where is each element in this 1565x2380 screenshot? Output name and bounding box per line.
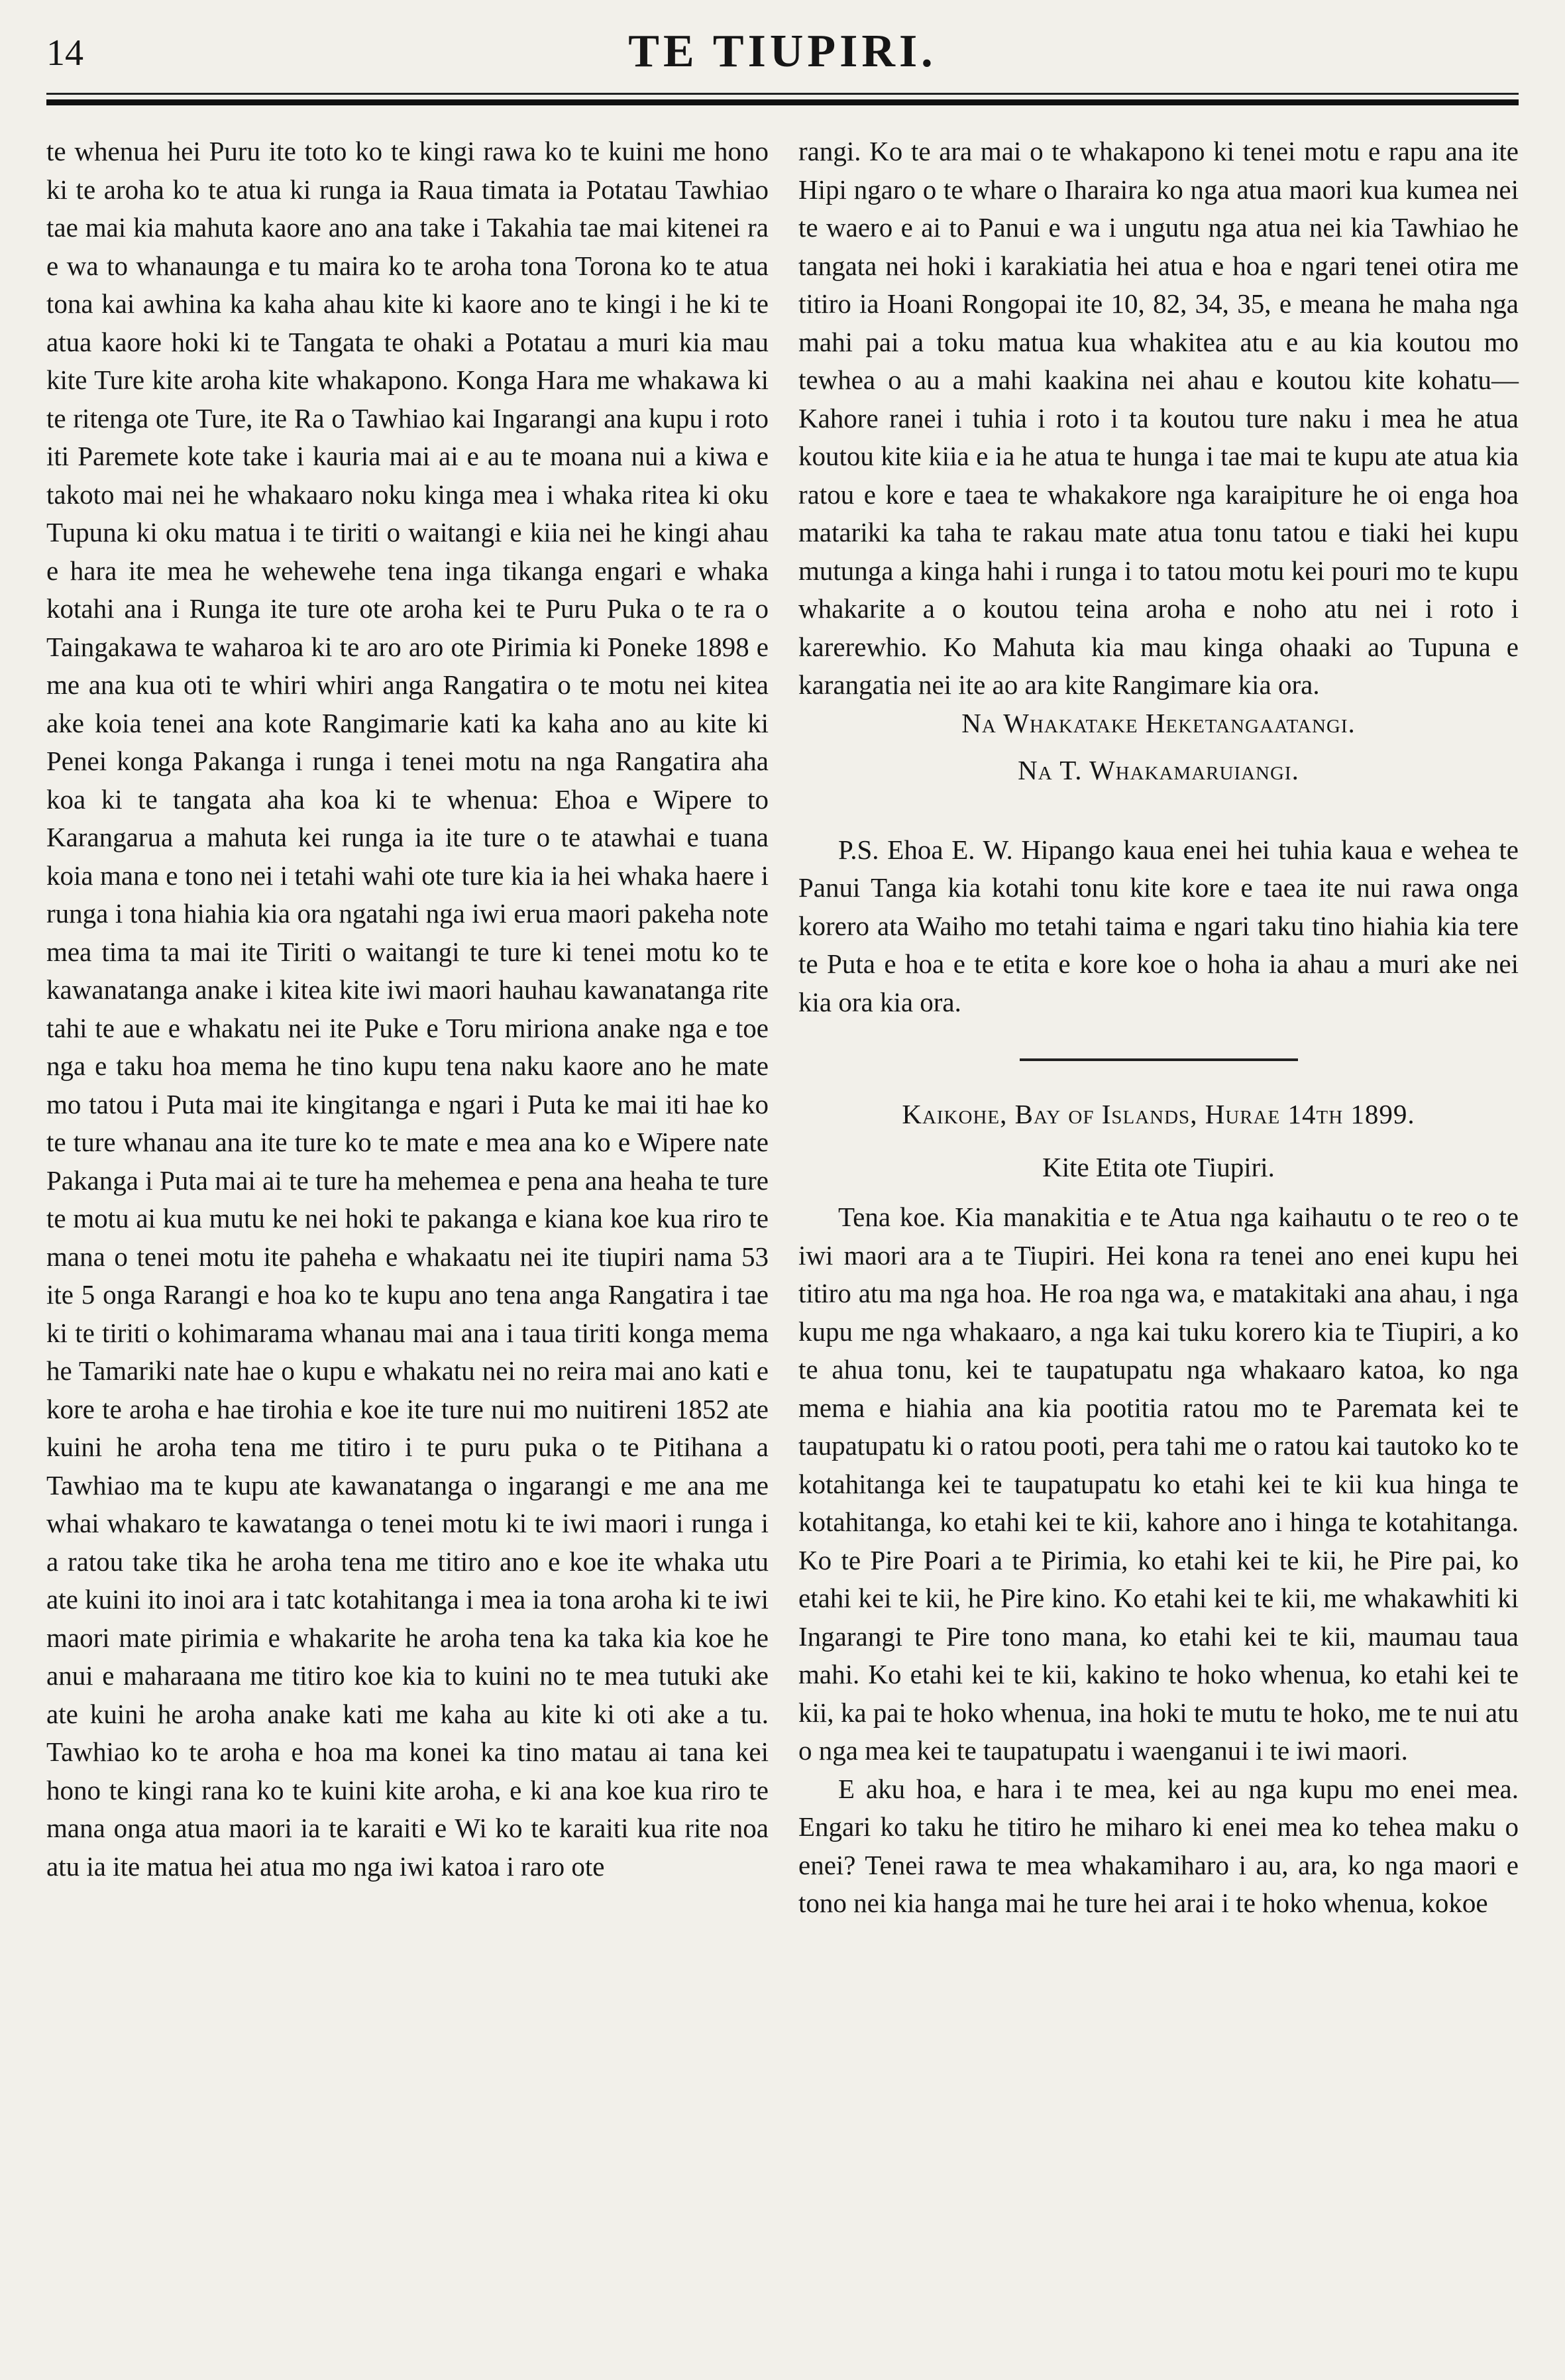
letter-dateline: Kaikohe, Bay of Islands, Hurae 14th 1899. [902,1099,1415,1129]
masthead-title: TE TIUPIRI. [628,26,937,77]
right-column [798,133,1519,1923]
header-rule-thin [46,93,1519,95]
header-rule-thick [46,99,1519,105]
letter-paragraph-1: Tena koe. Kia manakitia e te Atua nga kaihautu o te reo o te iwi maori ara a te Tiupiri. Hei kona ra tenei ano enei kupu hei titiro atu ma nga hoa. He roa nga wa, e matakitaki ana ahau, i nga kupu me nga whakaaro, a nga kai tuku korero kia te Tiupiri, a ko te ahua tonu, kei te taupatupatu nga whakaaro katoa, ko nga mema e hiahia ana kia pootitia ratou mo te Paremata kei te taupatupatu ki o ratou pooti, pera tahi me o ratou kai tautoko ko te kotahitanga kei te taupatupatu ko etahi kei te kii kua hinga te kotahitanga, ko etahi kei te kii, kahore ano i hinga te kotahitanga. Ko te Pire Poari a te Pirimia, ko etahi kei te kii, he Pire pai, ko etahi kei te kii, he Pire kino. Ko etahi kei te kii, me whakawhiti ki Ingarangi te Pire tono mana, ko etahi kei te kii, maumau taua mahi. Ko etahi kei te kii, kakino te hoko whenua, ko etahi kei te kii, ka pai te hoko whenua, ina hoki te mutu te hoko, me te nui atu o nga mea kei te taupatupatu i waenganui i te iwi maori. [798,1202,1519,1766]
left-column-text: te whenua hei Puru ite toto ko te kingi rawa ko te kuini me hono ki te aroha ko te atua ki runga ia Raua timata ia Potatau Tawhiao tae mai kia mahuta kaore ano ana take i Takahia tae mai kitenei ra e wa to whanaunga e tu maira ko te aroha tona Torona ko te atua tona kai awhina ka kaha ahau kite ki kaore ano te kingi i he ki te atua kaore hoki ki te Tangata te ohaki a Potatau a muri kia mau kite Ture kite aroha kite whakapono. Konga Hara me whakawa ki te ritenga ote Ture, ite Ra o Tawhiao kai Ingarangi ana kupu i roto iti Paremete kote take i kauria mai ai e au te moana nui a kiwa e takoto mai nei he whakaaro noku kinga mea i whaka ritea ki oku Tupuna ki oku matua i te tiriti o waitangi e kiia nei he kingi ahau e hara ite mea he wehewehe tena inga tikanga engari e whaka kotahi ana i Runga ite ture ote aroha kei te Puru Puka o te ra o Taingakawa te waharoa ki te aro aro ote Pirimia ki Poneke 1898 e me ana kua oti te whiri whiri anga Rangatira o te motu nei kitea ake koia tenei ana kote Rangimarie kati ka kaha ano au kite ki Penei konga Pakanga i runga i tenei motu na nga Rangatira aha koa ki te tangata aha koa ki te whenua: Ehoa e Wipere to Karangarua a mahuta kei runga ia ite ture o te atawhai e tuana koia mana e tono nei i tetahi wahi ote ture kia ia hei whaka haere i runga i tona hiahia kia ora ngatahi nga iwi erua maori pakeha note mea tima ta mai ite Tiriti o waitangi te ture ki tenei motu ko te kawanatanga anake i kitea kite iwi maori hauhau kawanatanga rite tahi te aue e whakatu nei ite Puke e Toru miriona anake nga e toe nga e taku hoa mema he tino kupu tena naku kaore ano he mate mo tatou i Puta mai ite kingitanga e ngari i Puta ke mai iti hae ko te ture whanau ana ite ture ko te mate e mea ana ko e Wipere nate Pakanga i Puta mai ai te ture ha mehemea e pena ana heaha te ture te motu ai kua mutu ke nei hoki te pakanga e kiana koe kua riro te mana o tenei motu ite paheha e whakaatu nei ite tiupiri nama 53 ite 5 onga Rarangi e hoa ko te kupu ano tena anga Rangatira i tae ki te tiriti o kohimarama whanau mai ana i taua tiriti konga mema he Tamariki nate hae o kupu e whakatu nei no reira mai ano kati e kore te aroha e hae tirohia e koe ite ture nui mo nuitireni 1852 ate kuini he aroha tena me titiro i te puru puka o te Pitihana a Tawhiao ma te kupu ate kawanatanga o ingarangi e me ana me whai whakaro te kawatanga o tenei motu ki te iwi maori i runga i a ratou take tika he aroha tena me titiro ano e koe ite whaka utu ate kuini ito inoi ara i tatc kotahitanga i mea ia tona aroha ki te iwi maori mate pirimia e whakarite he aroha tena ka taka kia koe he anui e maharaana me titiro koe kia to kuini no te mea tutuki ake ate kuini he aroha anake kati me kaha au kite ki oti ake a tu. Tawhiao ko te aroha e hoa ma konei ka tino matau ai tana kei hono te kingi rana ko te kuini kite aroha, e ki ana koe kua riro te mana onga atua maori ia te karaiti e Wi ko te karaiti kua rite noa atu ia ite matua hei atua mo nga iwi katoa i raro ote [46,136,769,1882]
signature-line-1: Na Whakatake Heketangaatangi. [961,707,1356,738]
left-column [46,133,769,1886]
postscript: P.S. Ehoa E. W. Hipango kaua enei hei tuhia kaua e wehea te Panui Tanga kia kotahi tonu kite kore e taea ite nui rawa onga korero ata Waiho mo tetahi taima e ngari taku tino hiahia kia tere te Puta e hoa e te etita e kore koe o hoha ia ahau a muri ake nei kia ora kia ora. [798,834,1519,1017]
section-separator [1020,1058,1298,1061]
continuation-text: rangi. Ko te ara mai o te whakapono ki tenei motu e rapu ana ite Hipi ngaro o te whare o Iharaira ko nga atua maori kua kumea nei te waero e ai to Panui e wa i ungutu nga atua nei kia Tawhiao he tangata nei hoki i karakiatia hei atua e hoa e ngari tenei otira me titiro ia Hoani Rongopai ite 10, 82, 34, 35, e meana he maha nga mahi pai a toku matua kua whakitea atu e au kia koutou mo tewhea o au a mahi kaakina nei ahau e koutou kite kohatu—Kahore ranei i tuhia i roto i ta koutou ture naku i mea he atua koutou kite kiia e ia he atua te hunga i tae mai te kupu ate atua kia ratou e kore e taea te whakakore nga karaipiture he oi enga hoa matariki ka taha te rakau mate atua tonu tatou e tiaki hei kupu mutunga a kinga hahi i runga i to tatou motu kei pouri mo te kupu whakarite a o koutou teina aroha e noho atu nei i roto i karerewhio. Ko Mahuta kia mau kinga ohaaki ao Tupuna e karangatia nei ite ao ara kite Rangimare kia ora. [798,136,1519,700]
letter-paragraph-2: E aku hoa, e hara i te mea, kei au nga kupu mo enei mea. Engari ko taku he titiro he miharo ki enei mea ko tehea maku o enei? Tenei rawa te mea whakamiharo i au, ara, ko nga maori e tono nei kia hanga mai he ture hei arai i te hoko whenua, kokoe [798,1773,1519,1918]
letter-salutation: Kite Etita ote Tiupiri. [1042,1151,1275,1182]
page-number: 14 [46,32,83,74]
signature-line-2: Na T. Whakamaruiangi. [1018,755,1299,785]
